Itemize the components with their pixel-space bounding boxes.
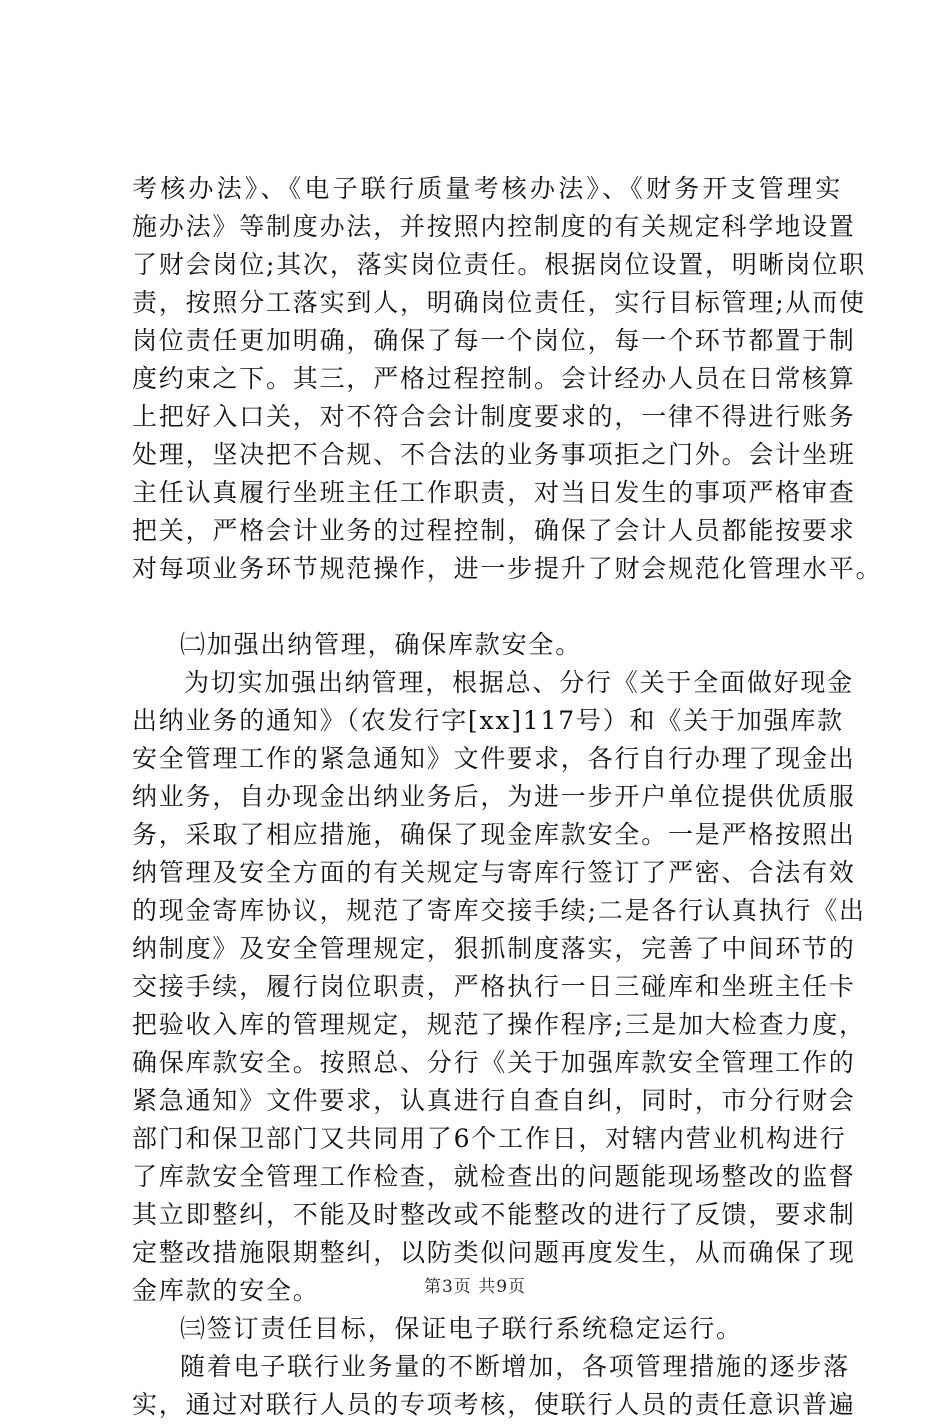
- text-line: 定整改措施限期整纠，以防类似问题再度发生，从而确保了现: [132, 1238, 856, 1267]
- text-line: 把验收入库的管理规定，规范了操作程序;三是加大检查力度，: [132, 1010, 866, 1039]
- text-line: 为切实加强出纳管理，根据总、分行《关于全面做好现金: [184, 668, 855, 697]
- text-line: 度约束之下。其三，严格过程控制。会计经办人员在日常核算: [132, 364, 856, 393]
- section-heading-cashier: ㈡加强出纳管理，确保库款安全。: [180, 630, 583, 659]
- text-line: 的现金寄库协议，规范了寄库交接手续;二是各行认真执行《出: [132, 896, 866, 925]
- paragraph-cashier-management: [132, 664, 866, 1310]
- text-line: 出纳业务的通知》（农发行字[xx]117号）和《关于加强库款: [132, 706, 844, 735]
- text-line: 上把好入口关，对不符合会计制度要求的，一律不得进行账务: [132, 402, 856, 431]
- text-line: 金库款的安全。: [132, 1276, 320, 1305]
- text-line: 岗位责任更加明确，确保了每一个岗位，每一个环节都置于制: [132, 326, 856, 355]
- text-line: 纳管理及安全方面的有关规定与寄库行签订了严密、合法有效: [132, 858, 856, 887]
- text-line: 确保库款安全。按照总、分行《关于加强库款安全管理工作的: [132, 1048, 856, 1077]
- document-body: [132, 170, 883, 1424]
- text-line: 纳业务，自办现金出纳业务后，为进一步开户单位提供优质服: [132, 782, 856, 811]
- text-line: 紧急通知》文件要求，认真进行自查自纠，同时，市分行财会: [132, 1086, 856, 1115]
- text-line: 纳制度》及安全管理规定，狠抓制度落实，完善了中间环节的: [132, 934, 856, 963]
- text-line: 了库款安全管理工作检查，就检查出的问题能现场整改的监督: [132, 1162, 856, 1191]
- text-line: 安全管理工作的紧急通知》文件要求，各行自行办理了现金出: [132, 744, 856, 773]
- text-line: 施办法》等制度办法，并按照内控制度的有关规定科学地设置: [132, 212, 856, 241]
- text-line: 把关，严格会计业务的过程控制，确保了会计人员都能按要求: [132, 516, 856, 545]
- text-line: 交接手续，履行岗位职责，严格执行一日三碰库和坐班主任卡: [132, 972, 856, 1001]
- text-line: 了财会岗位;其次，落实岗位责任。根据岗位设置，明晰岗位职: [132, 250, 866, 279]
- paragraph-internal-control: [132, 170, 883, 588]
- text-line: 责，按照分工落实到人，明确岗位责任，实行目标管理;从而使: [132, 288, 866, 317]
- text-line: 处理，坚决把不合规、不合法的业务事项拒之门外。会计坐班: [132, 440, 856, 469]
- paragraph-e-link-system: [132, 1348, 856, 1424]
- text-line: 对每项业务环节规范操作，进一步提升了财会规范化管理水平。: [132, 554, 883, 583]
- text-line: 部门和保卫部门又共同用了6个工作日，对辖内营业机构进行: [132, 1124, 847, 1153]
- page-number-footer: 第3页 共9页: [423, 1277, 527, 1297]
- text-line: 其立即整纠，不能及时整改或不能整改的进行了反馈，要求制: [132, 1200, 856, 1229]
- section-heading-e-link: ㈢签订责任目标，保证电子联行系统稳定运行。: [180, 1314, 743, 1343]
- text-line: 主任认真履行坐班主任工作职责，对当日发生的事项严格审查: [132, 478, 856, 507]
- text-line: 务，采取了相应措施，确保了现金库款安全。一是严格按照出: [132, 820, 856, 849]
- text-line: 实，通过对联行人员的专项考核，使联行人员的责任意识普遍: [132, 1390, 856, 1419]
- text-line: 随着电子联行业务量的不断增加，各项管理措施的逐步落: [180, 1352, 851, 1381]
- text-line: 考核办法》、《电子联行质量考核办法》、《财务开支管理实: [132, 174, 842, 203]
- paragraph-gap: [132, 588, 842, 626]
